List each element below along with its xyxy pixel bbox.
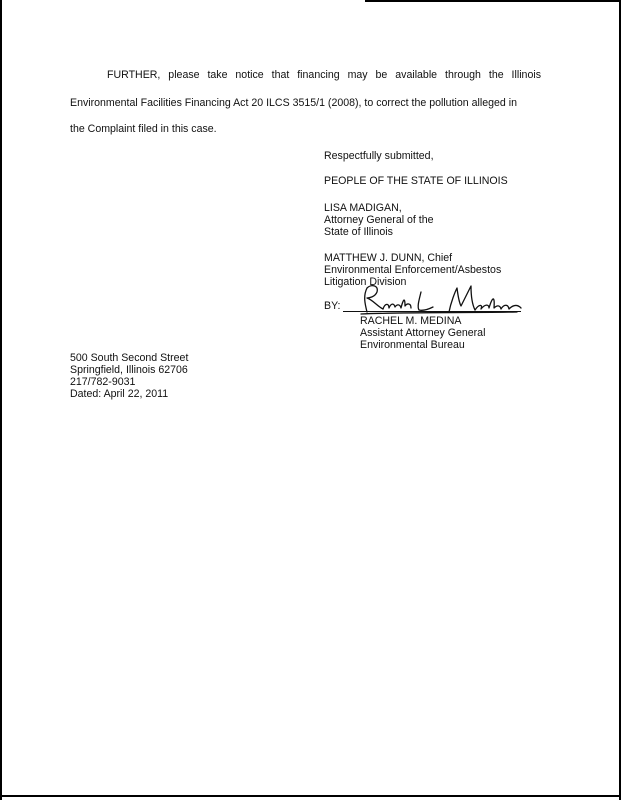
scan-border-right <box>619 0 621 800</box>
closing-text: Respectfully submitted, <box>324 150 434 162</box>
body-paragraph-line-3: the Complaint filed in this case. <box>70 123 217 135</box>
handwritten-signature <box>345 282 525 316</box>
address-city: Springfield, Illinois 62706 <box>70 364 188 376</box>
attorney-general-title-1: Attorney General of the <box>324 214 434 226</box>
by-label: BY: <box>324 300 341 312</box>
scan-border-left <box>0 0 2 800</box>
signer-name: RACHEL M. MEDINA <box>360 315 462 327</box>
signer-title-1: Assistant Attorney General <box>360 327 486 339</box>
chief-name: MATTHEW J. DUNN, Chief <box>324 252 453 264</box>
body-paragraph-line-1: FURTHER, please take notice that financing may be available through the Illinois <box>107 69 541 81</box>
address-street: 500 South Second Street <box>70 352 189 364</box>
chief-title-2: Litigation Division <box>324 276 407 288</box>
chief-title-1: Environmental Enforcement/Asbestos <box>324 264 502 276</box>
address-phone: 217/782-9031 <box>70 376 136 388</box>
party-name: PEOPLE OF THE STATE OF ILLINOIS <box>324 175 508 187</box>
scan-border-top <box>365 0 621 2</box>
scan-border-bottom <box>0 795 621 797</box>
attorney-general-title-2: State of Illinois <box>324 226 393 238</box>
document-date: Dated: April 22, 2011 <box>70 388 169 400</box>
body-paragraph-line-2: Environmental Facilities Financing Act 20 ILCS 3515/1 (2008), to correct the pollution alleged in <box>70 97 517 109</box>
attorney-general-name: LISA MADIGAN, <box>324 202 402 214</box>
signer-title-2: Environmental Bureau <box>360 339 465 351</box>
